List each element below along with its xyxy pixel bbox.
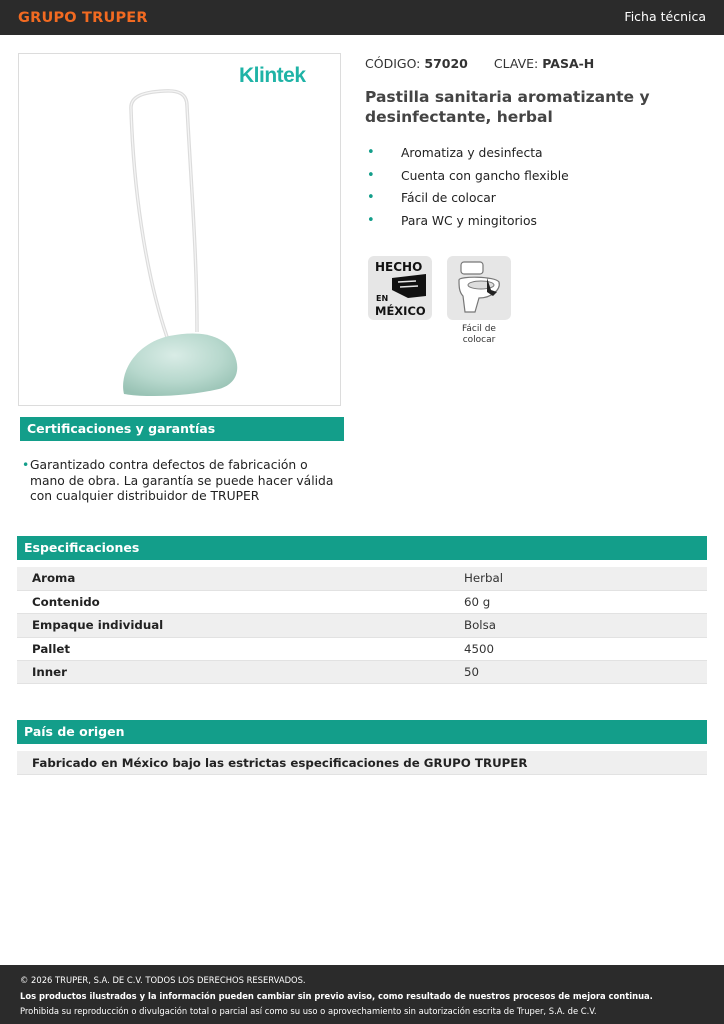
caption-line-1: Fácil de — [462, 324, 496, 334]
spec-value: 4500 — [464, 637, 707, 660]
key-label: CLAVE: — [493, 56, 539, 71]
caption-line-2: colocar — [462, 335, 496, 345]
footer — [0, 965, 724, 1024]
feature-list — [365, 146, 569, 236]
top-bar — [0, 0, 724, 35]
disclaimer-text: Los productos ilustrados y la información pueden cambiar sin previo aviso, como resultado de nuestros procesos de mejora continua. — [20, 990, 653, 1001]
product-illustration — [19, 54, 342, 407]
brand-logo: GRUPO TRUPER — [18, 10, 148, 26]
feature-item: • Cuenta con gancho flexible — [365, 169, 569, 192]
feature-item: • Para WC y mingitorios — [365, 214, 569, 237]
code-value: 57020 — [424, 56, 468, 71]
certifications-header: Certificaciones y garantías — [18, 417, 344, 441]
easy-install-caption — [447, 324, 511, 346]
feature-item: • Fácil de colocar — [365, 191, 569, 214]
table-row — [17, 614, 707, 637]
key-value: PASA-H — [542, 56, 595, 71]
legal-text: Prohibida su reproducción o divulgación total o parcial así como su uso o aprovechamiento sin autorización escrita de Truper, S.A. de C.V. — [20, 1006, 597, 1016]
table-row — [17, 567, 707, 590]
spec-key: Contenido — [17, 590, 464, 613]
code-label: CÓDIGO: — [365, 56, 421, 71]
spec-key: Inner — [17, 661, 464, 684]
spec-value: 60 g — [464, 590, 707, 613]
product-title: Pastilla sanitaria aromatizante y desinfectante, herbal — [365, 88, 650, 126]
hook-icon — [131, 91, 197, 337]
badge-line-2: EN — [376, 294, 389, 303]
badge-line-3: MÉXICO — [375, 304, 426, 318]
specifications-table — [17, 567, 707, 684]
easy-install-badge — [447, 256, 511, 320]
feature-item: • Aromatiza y desinfecta — [365, 146, 569, 169]
spec-key: Empaque individual — [17, 614, 464, 637]
product-codes — [365, 56, 594, 71]
table-row — [17, 661, 707, 684]
table-row — [17, 637, 707, 660]
spec-value: Herbal — [464, 567, 707, 590]
spec-key: Pallet — [17, 637, 464, 660]
origin-header: País de origen — [17, 720, 707, 744]
klintek-logo: Klintek — [239, 64, 306, 87]
tablet-icon — [123, 333, 237, 396]
specifications-header: Especificaciones — [17, 536, 707, 560]
badge-line-1: HECHO — [375, 260, 423, 274]
product-image — [18, 53, 341, 406]
warranty-text: • Garantizado contra defectos de fabricación o mano de obra. La garantía se puede hacer válida con cualquier distribuidor de TRUPER — [22, 458, 342, 505]
document-type: Ficha técnica — [624, 9, 706, 24]
origin-text: Fabricado en México bajo las estrictas especificaciones de GRUPO TRUPER — [17, 751, 707, 775]
spec-value: 50 — [464, 661, 707, 684]
made-in-mexico-badge — [368, 256, 432, 320]
spec-key: Aroma — [17, 567, 464, 590]
table-row — [17, 590, 707, 613]
toilet-icon — [447, 256, 511, 320]
copyright-text: © 2026 TRUPER, S.A. DE C.V. TODOS LOS DERECHOS RESERVADOS. — [20, 975, 306, 985]
spec-value: Bolsa — [464, 614, 707, 637]
